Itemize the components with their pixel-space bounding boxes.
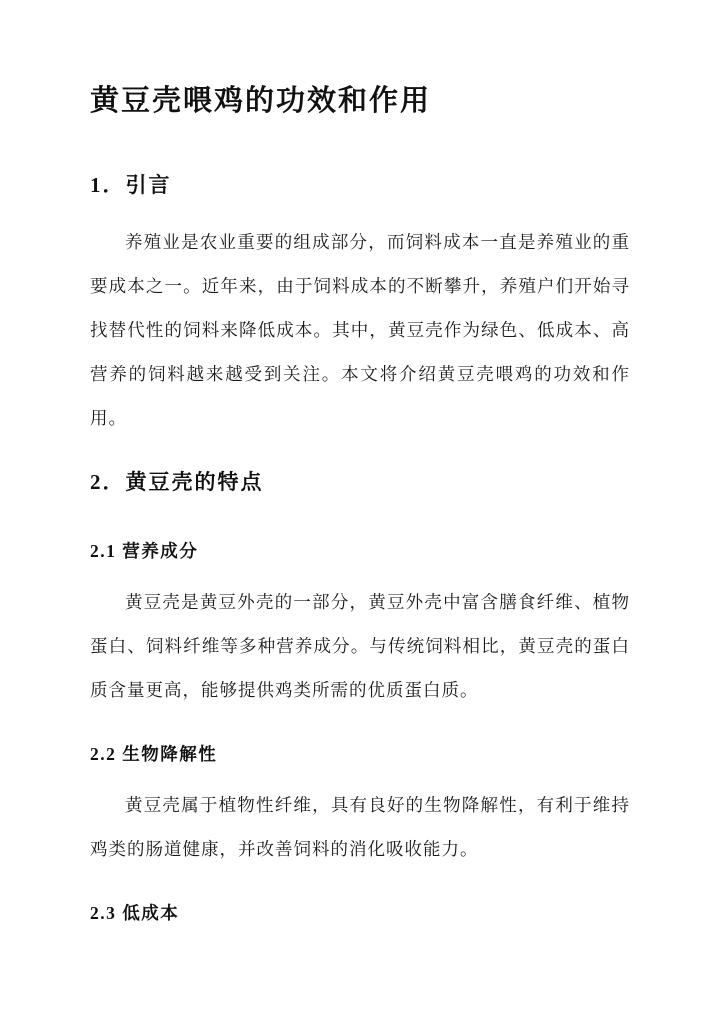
paragraph: 黄豆壳属于植物性纤维，具有良好的生物降解性，有利于维持鸡类的肠道健康，并改善饲料的消化吸收能力。 [90, 795, 630, 860]
subsection-heading-2-1: 2.1 营养成分 [90, 541, 199, 562]
subsection-heading-2-2: 2.2 生物降解性 [90, 744, 218, 765]
subsection-heading-2-3: 2.3 低成本 [90, 903, 180, 924]
paragraph: 黄豆壳是黄豆外壳的一部分，黄豆外壳中富含膳食纤维、植物蛋白、饲料纤维等多种营养成分。与传统饲料相比，黄豆壳的蛋白质含量更高，能够提供鸡类所需的优质蛋白质。 [90, 592, 630, 701]
section-heading-2: 2．黄豆壳的特点 [90, 469, 264, 494]
section-heading-1: 1．引言 [90, 172, 172, 197]
paragraph: 养殖业是农业重要的组成部分，而饲料成本一直是养殖业的重要成本之一。近年来，由于饲料成本的不断攀升，养殖户们开始寻找替代性的饲料来降低成本。其中，黄豆壳作为绿色、低成本、高营养的饲料越来越受到关注。本文将介绍黄豆壳喂鸡的功效和作用。 [90, 231, 630, 428]
page-title: 黄豆壳喂鸡的功效和作用 [90, 85, 432, 117]
